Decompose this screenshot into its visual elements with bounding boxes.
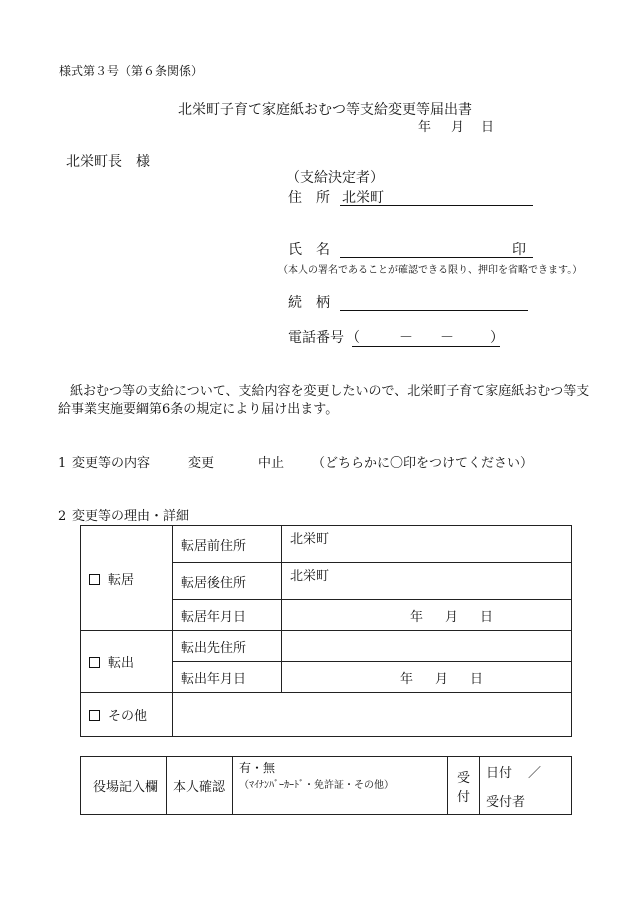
other-detail-field[interactable] (173, 693, 572, 737)
option-stop[interactable]: 中止 (258, 456, 285, 471)
phone-dash-2: － (440, 330, 454, 346)
other-option[interactable] (81, 693, 173, 737)
move-date-label: 転居年月日 (173, 600, 282, 631)
document-title: 北栄町子育て家庭紙おむつ等支給変更等届出書 (178, 102, 472, 118)
applicant-section-label: （支給決定者） (286, 170, 384, 186)
body-text-line-1: 紙おむつ等の支給について、支給内容を変更したいので、北栄町子育て家庭紙おむつ等支 (70, 384, 590, 399)
item-1-number: 1 (58, 456, 67, 471)
addressee: 北栄町長 様 (66, 154, 150, 170)
reception-label-bottom: 付 (456, 789, 470, 805)
date-year-label: 年 (418, 120, 432, 135)
seal-note: （本人の署名であることが確認できる限り、押印を省略できます。） (278, 265, 583, 276)
receiver-label: 受付者 (486, 794, 526, 810)
moveout-date-year: 年 (400, 671, 414, 687)
item-1-note: （どちらかに〇印をつけてください） (312, 456, 534, 471)
move-date-day: 日 (480, 609, 494, 625)
moveout-date-label: 転出年月日 (173, 662, 282, 693)
identity-check-label: 本人確認 (167, 757, 233, 815)
other-checkbox[interactable] (89, 710, 100, 721)
move-option[interactable] (81, 526, 173, 631)
address-underline (340, 205, 533, 206)
dest-address-field[interactable] (282, 631, 572, 662)
date-month-label: 月 (451, 120, 465, 135)
reception-label-top: 受 (456, 770, 470, 786)
office-table (80, 756, 572, 815)
name-field[interactable] (340, 257, 533, 258)
phone-close-paren: ） (490, 330, 504, 346)
move-date-year: 年 (410, 609, 424, 625)
item-1-label: 変更等の内容 (72, 456, 151, 471)
address-label: 住 所 (288, 190, 330, 206)
moveout-label: 転出 (108, 656, 135, 671)
reason-table (80, 525, 572, 737)
move-label: 転居 (108, 572, 135, 588)
reception-field[interactable] (480, 757, 572, 815)
item-2-label: 変更等の理由・詳細 (72, 509, 190, 524)
phone-open-paren: （ (346, 330, 360, 346)
prev-address-field[interactable]: 北栄町 (282, 526, 572, 563)
moveout-option[interactable] (81, 631, 173, 693)
move-date-field[interactable] (282, 600, 572, 631)
reception-label (448, 757, 480, 815)
phone-dash-1: － (399, 330, 413, 346)
moveout-date-day: 日 (470, 671, 484, 687)
move-checkbox[interactable] (89, 574, 100, 585)
body-text-line-2: 給事業実施要綱第6条の規定により届け出ます。 (58, 402, 339, 417)
seal-mark: 印 (512, 242, 526, 258)
new-address-label: 転居後住所 (173, 563, 282, 600)
moveout-date-field[interactable] (282, 662, 572, 693)
option-change[interactable]: 変更 (188, 456, 215, 471)
date-day-label: 日 (481, 120, 495, 135)
move-date-month: 月 (445, 609, 459, 625)
moveout-date-month: 月 (435, 671, 449, 687)
prev-address-label: 転居前住所 (173, 526, 282, 563)
dest-address-label: 転出先住所 (173, 631, 282, 662)
relation-field[interactable] (340, 310, 528, 311)
name-label: 氏 名 (288, 242, 330, 258)
item-2-number: 2 (58, 509, 67, 524)
reception-date-sep: ／ (528, 765, 542, 781)
form-number: 様式第３号（第６条関係） (59, 64, 204, 78)
other-label: その他 (108, 709, 148, 724)
phone-underline (352, 346, 500, 347)
phone-label: 電話番号 (288, 330, 344, 346)
moveout-checkbox[interactable] (89, 657, 100, 668)
identity-yes-no: 有・無 (239, 761, 276, 775)
office-use-label: 役場記入欄 (81, 757, 167, 815)
relation-label: 続 柄 (288, 295, 330, 311)
identity-check-field[interactable] (233, 757, 448, 815)
address-field[interactable]: 北栄町 (342, 190, 384, 206)
identity-doc-types: （ﾏｲﾅﾝﾊﾞｰｶｰﾄﾞ・免許証・その他） (239, 780, 394, 791)
new-address-field[interactable]: 北栄町 (282, 563, 572, 600)
reception-date-label: 日付 (486, 765, 513, 781)
